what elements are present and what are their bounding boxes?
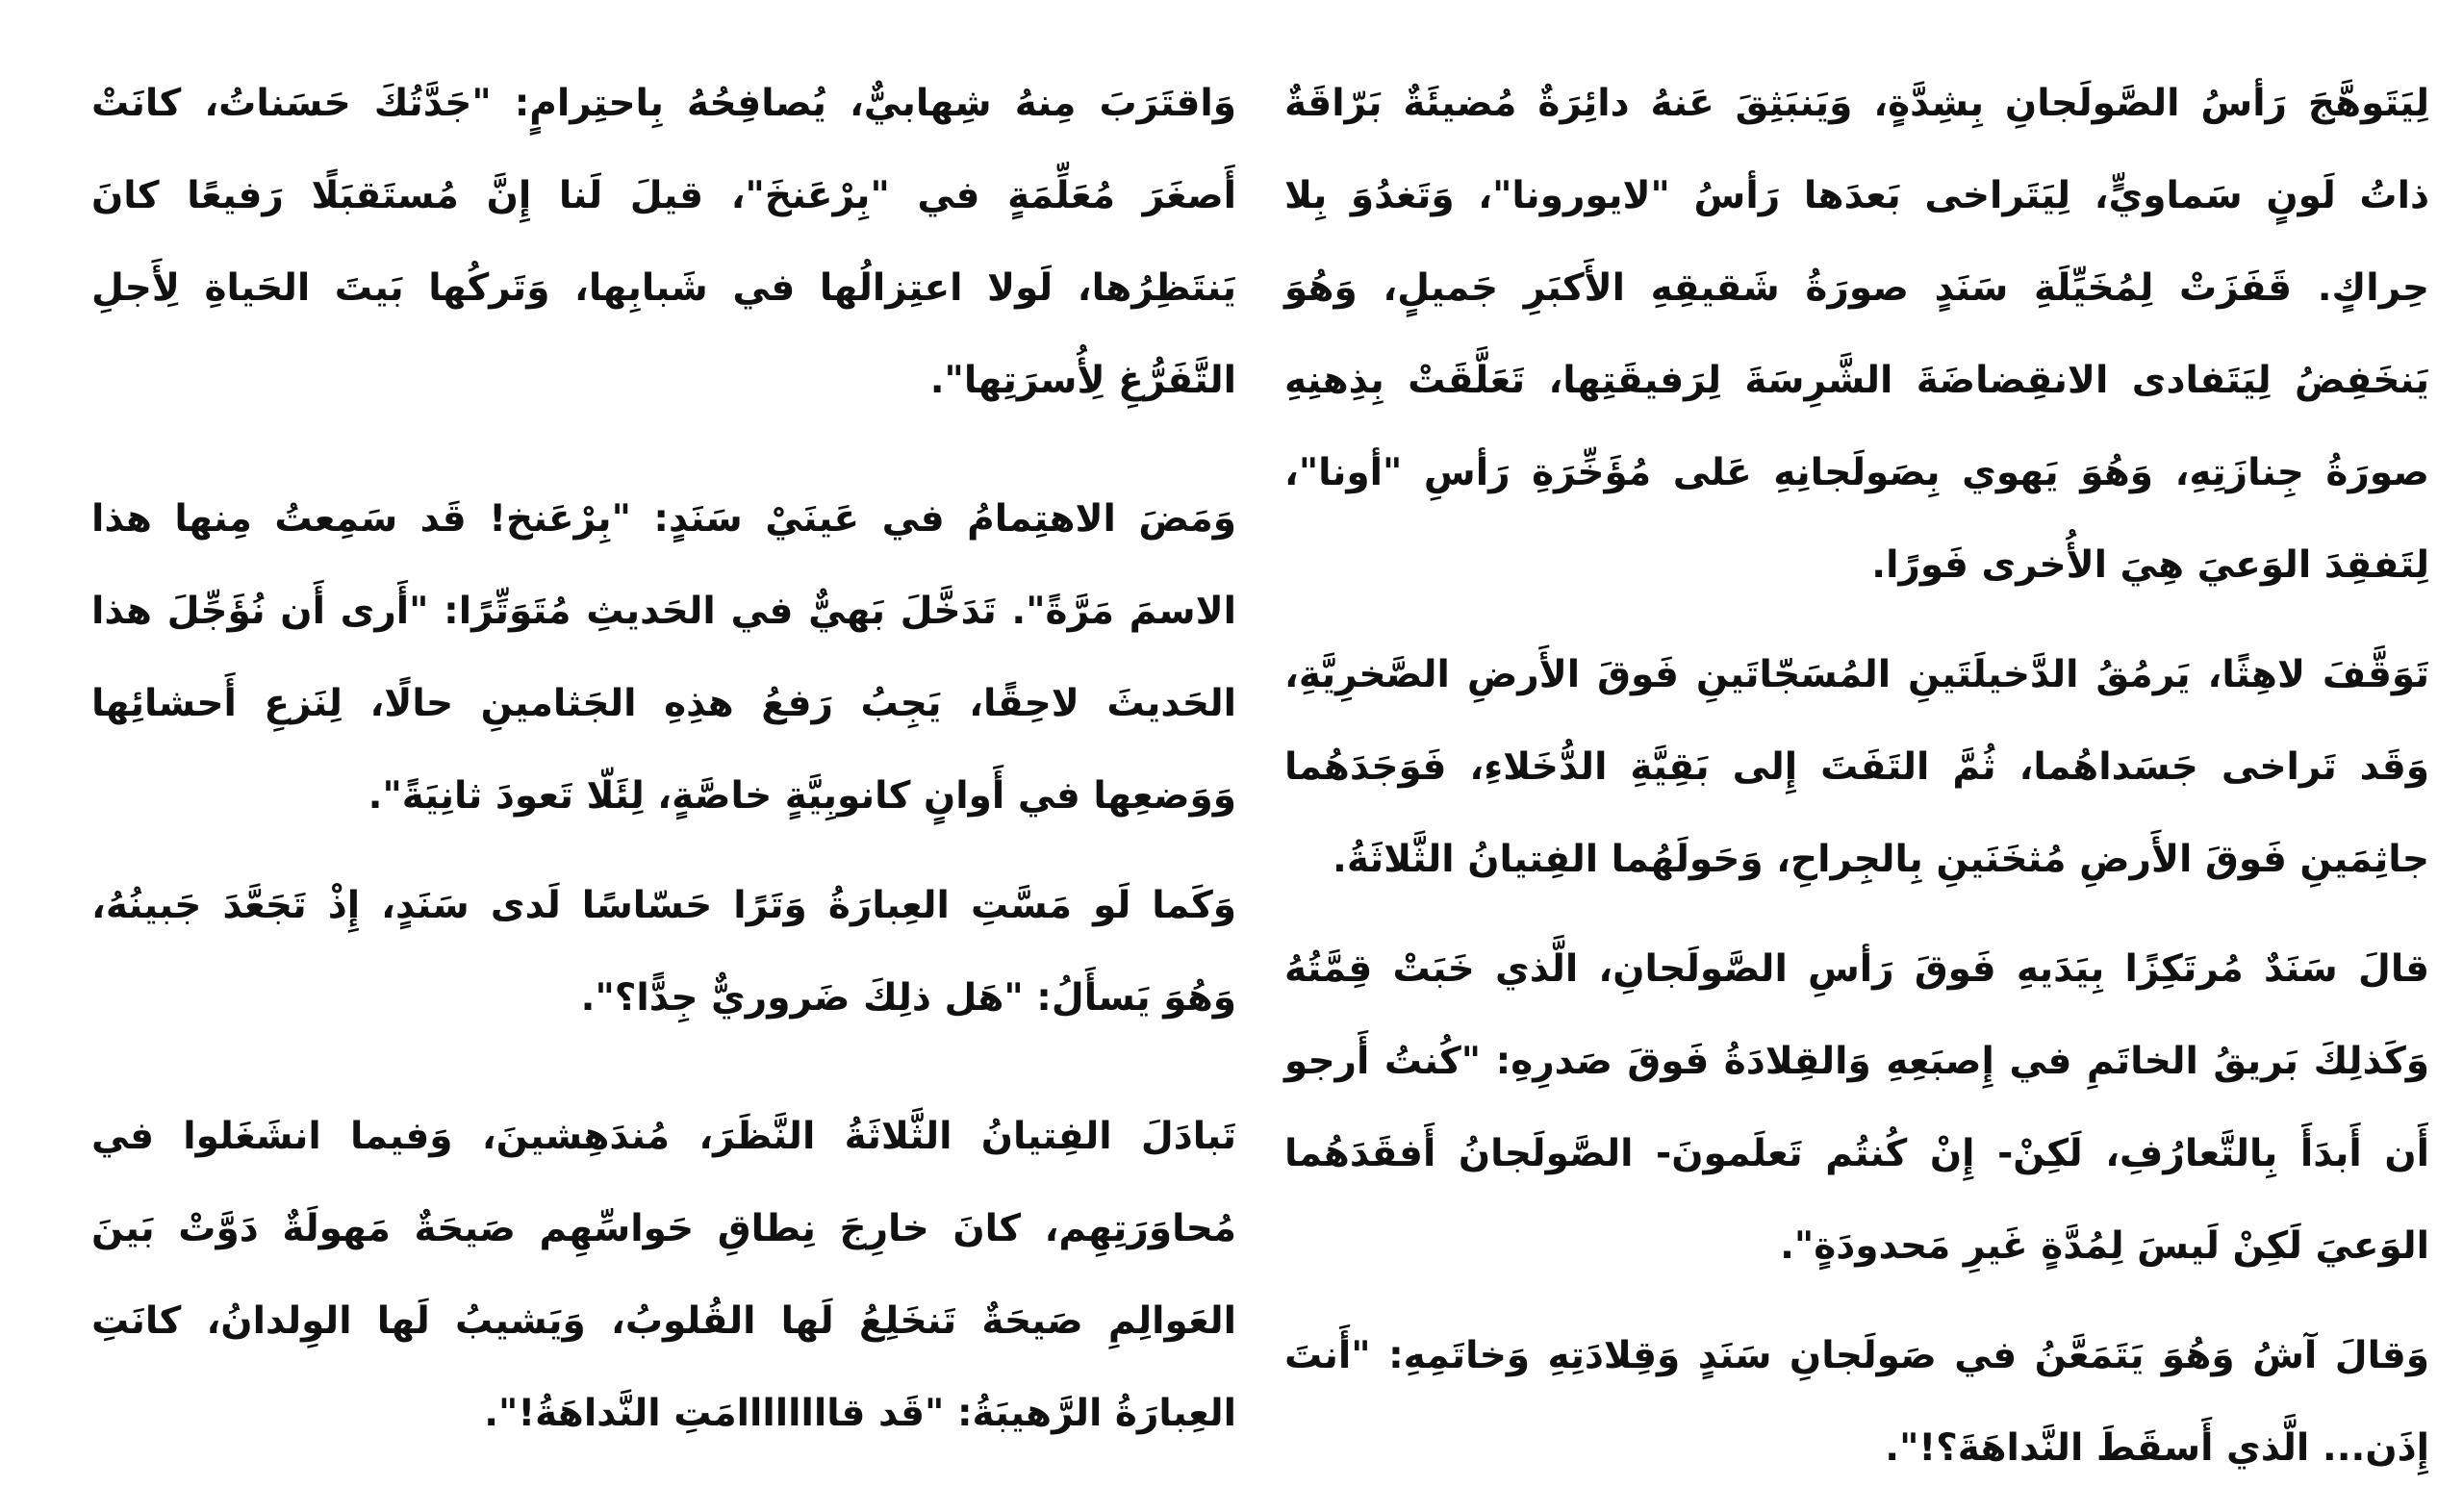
paragraph: وَقالَ آشُ وَهُوَ يَتَمَعَّنُ في صَولَجانِ سَنَدٍ وَقِلادَتِهِ وَخاتَمِهِ: "أَنتَ إِذَن... الَّذي أَسقَطَ النَّداهَةَ؟!". (1284, 1334, 2429, 1470)
paragraph: وَكَما لَو مَسَّتِ العِبارَةُ وَتَرًا حَسّاسًا لَدى سَنَدٍ، إِذْ تَجَعَّدَ جَبينُهُ، وَهُوَ يَسأَلُ: "هَل ذلِكَ ضَروريٌّ جِدًّا؟". (91, 884, 1236, 1020)
paragraph: تَوَقَّفَ لاهِثًا، يَرمُقُ الدَّخيلَتَينِ المُسَجّاتَينِ فَوقَ الأَرضِ الصَّخرِيَّةِ، وَقَد تَراخى جَسَداهُما، ثُمَّ التَفَتَ إِلى بَقِيَّةِ الدُّخَلاءِ، فَوَجَدَهُما جاثِمَينِ فَوقَ الأَرضِ مُثخَنَينِ بِالجِراحِ، وَحَولَهُما الفِتيانُ الثَّلاثَةُ. (1284, 653, 2429, 881)
left-text-column (91, 58, 1236, 1477)
paragraph: لِيَتَوهَّجَ رَأسُ الصَّولَجانِ بِشِدَّةٍ، وَيَنبَثِقَ عَنهُ دائِرَةٌ مُضيئَةٌ بَرّاقَةٌ ذاتُ لَونٍ سَماويٍّ، لِيَتَراخى بَعدَها رَأسُ "لايورونا"، وَتَغدُوَ بِلا حِراكٍ. قَفَزَتْ لِمُخَيِّلَةِ سَنَدٍ صورَةُ شَقيقِهِ الأَكبَرِ جَميلٍ، وَهُوَ يَنخَفِضُ لِيَتَفادى الانقِضاضَةَ الشَّرِسَةَ لِرَفيقَتِها، تَعَلَّقَتْ بِذِهنِهِ صورَةُ جِنازَتِهِ، وَهُوَ يَهوي بِصَولَجانِهِ عَلى مُؤَخِّرَةِ رَأسِ "أونا"، لِتَفقِدَ الوَعيَ هِيَ الأُخرى فَورًا. (1284, 82, 2429, 587)
right-text-column (1284, 58, 2429, 1512)
paragraph: تَبادَلَ الفِتيانُ الثَّلاثَةُ النَّظَرَ، مُندَهِشينَ، وَفيما انشَغَلوا في مُحاوَرَتِهِم، كانَ خارِجَ نِطاقِ حَواسِّهِم صَيحَةٌ مَهولَةٌ دَوَّتْ بَينَ العَوالِمِ صَيحَةٌ تَنخَلِعُ لَها القُلوبُ، وَيَشيبُ لَها الوِلدانُ، كانَتِ العِبارَةُ الرَّهيبَةُ: "قَد قاااااااامَتِ النَّداهَةُ!". (91, 1115, 1236, 1435)
paragraph: وَاقتَرَبَ مِنهُ شِهابيٌّ، يُصافِحُهُ بِاحتِرامٍ: "جَدَّتُكَ حَسَناتُ، كانَتْ أَصغَرَ مُعَلِّمَةٍ في "بِرْعَنخَ"، قيلَ لَنا إِنَّ مُستَقبَلًا رَفيعًا كانَ يَنتَظِرُها، لَولا اعتِزالُها في شَبابِها، وَتَركُها بَيتَ الحَياةِ لِأَجلِ التَّفَرُّغِ لِأُسرَتِها". (91, 82, 1236, 402)
paragraph: قالَ سَنَدٌ مُرتَكِزًا بِيَدَيهِ فَوقَ رَأسِ الصَّولَجانِ، الَّذي خَبَتْ قِمَّتُهُ وَكَذلِكَ بَريقُ الخاتَمِ في إِصبَعِهِ وَالقِلادَةُ فَوقَ صَدرِهِ: "كُنتُ أَرجو أَن أَبدَأَ بِالتَّعارُفِ، لَكِنْ- إِنْ كُنتُم تَعلَمونَ- الصَّولَجانُ أَفقَدَهُما الوَعيَ لَكِنْ لَيسَ لِمُدَّةٍ غَيرِ مَحدودَةٍ". (1284, 947, 2429, 1268)
paragraph: وَمَضَ الاهتِمامُ في عَينَيْ سَنَدٍ: "بِرْعَنخ! قَد سَمِعتُ مِنها هذا الاسمَ مَرَّةً". تَدَخَّلَ بَهيٌّ في الحَديثِ مُتَوَتِّرًا: "أَرى أَن نُؤَجِّلَ هذا الحَديثَ لاحِقًا، يَجِبُ رَفعُ هذِهِ الجَثامينِ حالًا، لِنَزعِ أَحشائِها وَوَضعِها في أَوانٍ كانوبِيَّةٍ خاصَّةٍ، لِئَلّا تَعودَ ثانِيَةً". (91, 497, 1236, 818)
